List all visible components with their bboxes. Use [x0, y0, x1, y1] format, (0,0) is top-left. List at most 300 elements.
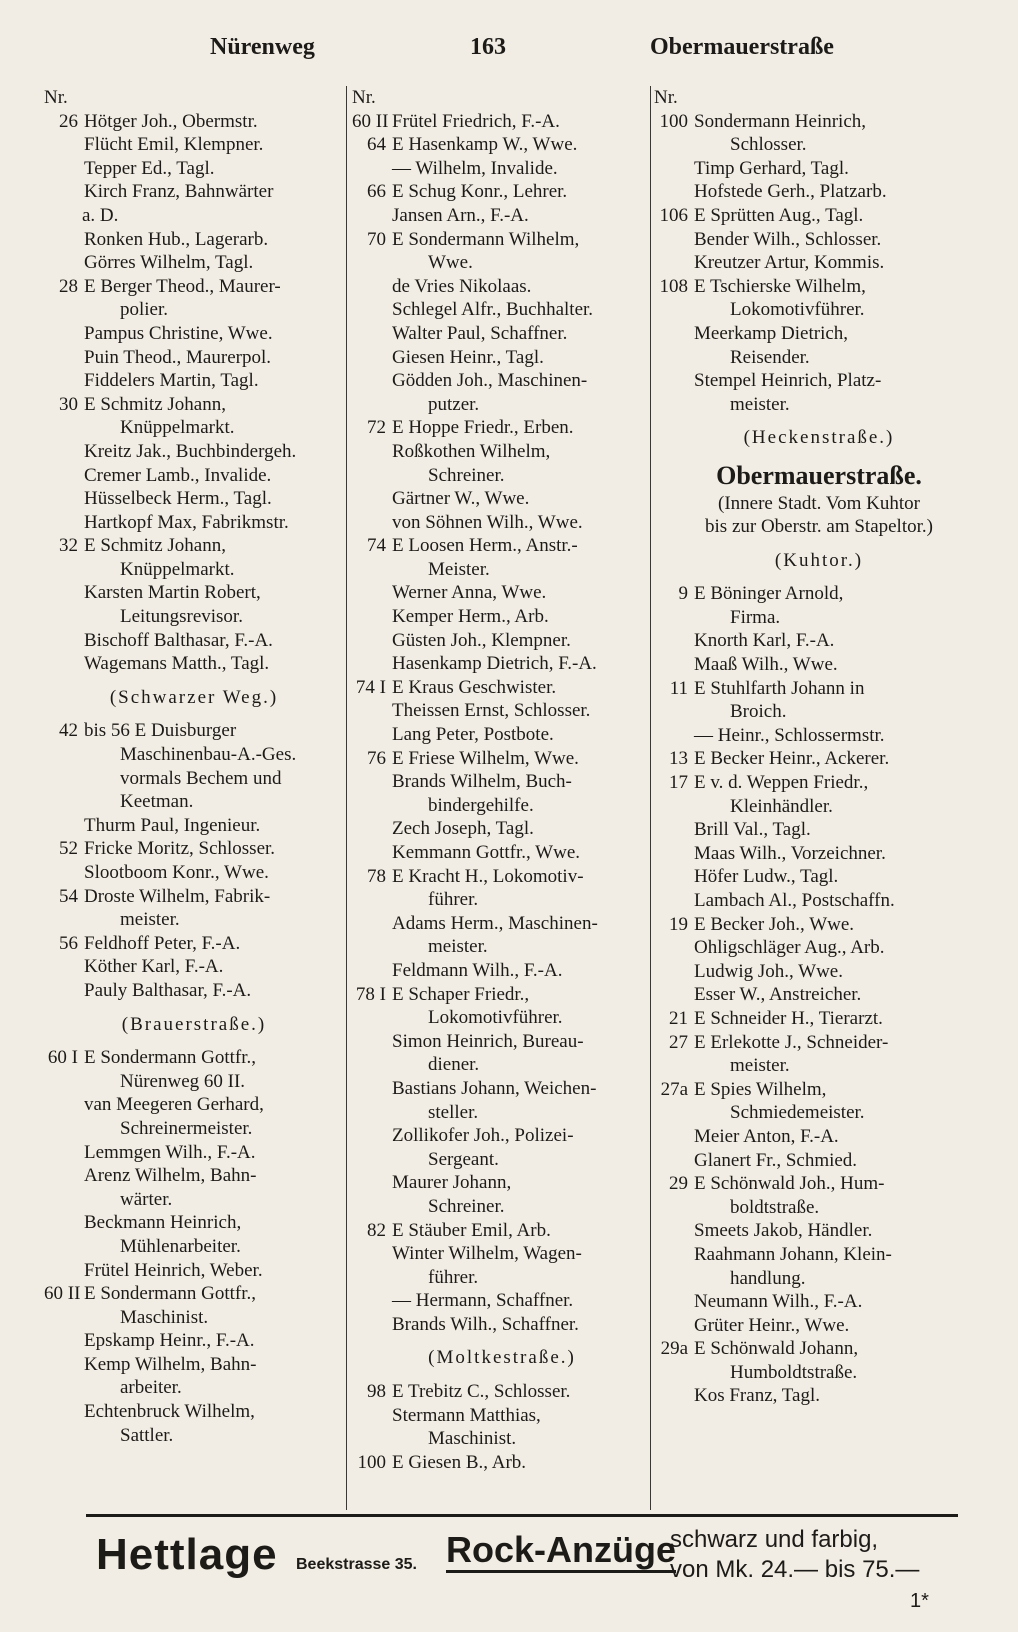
resident-text: Hofstede Gerh., Platzarb.	[694, 181, 887, 203]
entry-line: wärter.	[120, 1188, 173, 1210]
directory-entry	[654, 913, 984, 937]
resident-text: Hartkopf Max, Fabrikmstr.	[84, 511, 289, 533]
house-number: 74 I	[355, 676, 386, 698]
resident-text: Bender Wilh., Schlosser.	[694, 228, 882, 250]
entry-line: (Innere Stadt. Vom Kuhtor	[718, 492, 920, 514]
directory-entry	[654, 251, 984, 275]
directory-entry	[44, 1259, 344, 1283]
resident-text: Bastians Johann, Weichen-	[392, 1077, 597, 1099]
resident-text: E v. d. Weppen Friedr.,	[694, 772, 869, 794]
resident-text: Droste Wilhelm, Fabrik-	[84, 885, 271, 907]
resident-text: Feldmann Wilh., F.-A.	[392, 959, 563, 981]
entry-line: Leitungsrevisor.	[120, 606, 243, 628]
resident-text: Kemper Herm., Arb.	[392, 606, 549, 628]
house-number	[654, 322, 694, 346]
resident-text: Winter Wilhelm, Wagen-	[392, 1243, 582, 1265]
entry-line: Meister.	[428, 558, 490, 580]
resident-text: Meier Anton, F.-A.	[694, 1125, 839, 1147]
directory-entry	[44, 346, 344, 370]
directory-entry	[352, 1313, 652, 1337]
house-number: 82	[367, 1219, 386, 1241]
resident-text: Esser W., Anstreicher.	[694, 984, 862, 1006]
resident-text: Kos Franz, Tagl.	[694, 1385, 821, 1407]
directory-entry	[44, 157, 344, 181]
resident-text: Kreutzer Artur, Kommis.	[694, 252, 885, 274]
directory-entry	[352, 1451, 652, 1475]
house-number	[654, 1219, 694, 1243]
resident-text: E Schmitz Johann,	[84, 393, 226, 415]
house-number	[654, 724, 694, 748]
resident-text: Walter Paul, Schaffner.	[392, 322, 568, 344]
house-number: 60 II	[44, 1283, 81, 1305]
house-number: 30	[59, 393, 78, 415]
resident-text: Meerkamp Dietrich,	[694, 322, 849, 344]
directory-entry	[654, 1337, 984, 1361]
directory-entry	[44, 1400, 344, 1424]
house-number	[654, 228, 694, 252]
entry-line: Firma.	[730, 606, 781, 628]
directory-entry	[654, 1078, 984, 1102]
house-number	[654, 818, 694, 842]
resident-text: Grüter Heinr., Wwe.	[694, 1314, 850, 1336]
entry-line: meister.	[730, 1055, 790, 1077]
entry-line: Mühlenarbeiter.	[120, 1235, 241, 1257]
house-number	[352, 322, 392, 346]
house-number: 17	[669, 772, 688, 794]
column-divider	[346, 86, 347, 1510]
directory-entry	[654, 724, 984, 748]
entry-line: Sattler.	[120, 1424, 174, 1446]
entry-line: Nürenweg 60 II.	[120, 1070, 246, 1092]
house-number	[44, 629, 84, 653]
directory-entry	[44, 251, 344, 275]
house-number	[44, 1400, 84, 1424]
directory-entry	[654, 983, 984, 1007]
resident-text: Hötger Joh., Obermstr.	[84, 110, 258, 132]
resident-text: Feldhoff Peter, F.-A.	[84, 932, 241, 954]
directory-entry	[654, 1290, 984, 1314]
house-number	[352, 770, 392, 794]
directory-entry	[352, 322, 652, 346]
directory-entry	[44, 534, 344, 558]
resident-text: Lambach Al., Postschaffn.	[694, 890, 895, 911]
directory-entry	[44, 719, 344, 743]
resident-text: Theissen Ernst, Schlosser.	[392, 700, 591, 722]
house-number	[352, 629, 392, 653]
resident-text: Giesen Heinr., Tagl.	[392, 346, 544, 368]
directory-entry	[654, 629, 984, 653]
directory-entry	[352, 133, 652, 157]
resident-text: Tepper Ed., Tagl.	[84, 157, 215, 179]
resident-text: Stermann Matthias,	[392, 1404, 541, 1426]
house-number	[44, 133, 84, 157]
directory-entry	[654, 204, 984, 228]
directory-entry	[352, 228, 652, 252]
directory-entry	[44, 1211, 344, 1235]
directory-entry	[352, 699, 652, 723]
house-number: 27a	[660, 1078, 688, 1100]
section-heading: (Moltkestraße.)	[428, 1347, 576, 1369]
directory-entry	[654, 157, 984, 181]
house-number	[44, 814, 84, 838]
entry-line: bis zur Oberstr. am Stapeltor.)	[705, 516, 933, 538]
directory-entry	[654, 1384, 984, 1408]
resident-text: Echtenbruck Wilhelm,	[84, 1401, 255, 1423]
resident-text: Lang Peter, Postbote.	[392, 724, 554, 746]
house-number	[352, 346, 392, 370]
house-number	[352, 1313, 392, 1337]
house-number	[352, 275, 392, 299]
house-number	[352, 1404, 392, 1428]
house-number	[654, 157, 694, 181]
ad-brand: Hettlage	[96, 1530, 278, 1579]
entry-line: Reisender.	[730, 346, 810, 368]
house-number	[44, 440, 84, 464]
entry-line: Schreiner.	[428, 1195, 505, 1217]
directory-entry	[654, 771, 984, 795]
directory-entry	[352, 605, 652, 629]
house-number	[654, 653, 694, 677]
directory-entry	[352, 629, 652, 653]
column-3	[654, 86, 984, 1514]
directory-entry	[654, 1007, 984, 1031]
house-number	[352, 723, 392, 747]
entry-line: steller.	[428, 1101, 479, 1123]
house-number: 74	[367, 535, 386, 557]
resident-text: Ludwig Joh., Wwe.	[694, 960, 843, 982]
resident-text: Bischoff Balthasar, F.-A.	[84, 629, 273, 651]
resident-text: Sondermann Heinrich,	[694, 110, 867, 132]
house-number	[44, 861, 84, 885]
entry-line: Schreiner.	[428, 464, 505, 486]
resident-text: E Giesen B., Arb.	[392, 1451, 527, 1473]
advertisement	[0, 1522, 1018, 1612]
house-number	[654, 960, 694, 984]
directory-entry	[654, 677, 984, 701]
resident-text: Brands Wilh., Schaffner.	[392, 1313, 579, 1335]
directory-entry	[654, 1314, 984, 1338]
resident-text: E Friese Wilhelm, Wwe.	[392, 747, 579, 769]
directory-entry	[352, 983, 652, 1007]
resident-text: Hasenkamp Dietrich, F.-A.	[392, 653, 597, 675]
resident-text: E Stuhlfarth Johann in	[694, 677, 865, 699]
footer-rule	[86, 1514, 958, 1517]
directory-entry	[44, 1282, 344, 1306]
column-label: Nr.	[44, 87, 68, 108]
ad-line-1: schwarz und farbig,	[670, 1526, 879, 1553]
directory-entry	[352, 110, 652, 134]
resident-text: E Sprütten Aug., Tagl.	[694, 204, 864, 226]
directory-entry	[352, 1219, 652, 1243]
house-number: 100	[357, 1451, 386, 1473]
directory-entry	[44, 885, 344, 909]
directory-entry	[44, 1141, 344, 1165]
resident-text: — Hermann, Schaffner.	[392, 1290, 574, 1312]
entry-line: Maschinist.	[120, 1306, 209, 1328]
ad-product: Rock-Anzüge	[446, 1530, 676, 1573]
directory-entry	[654, 1243, 984, 1267]
entry-line: vormals Bechem und	[120, 767, 282, 789]
resident-text: Pampus Christine, Wwe.	[84, 322, 273, 344]
resident-text: Timp Gerhard, Tagl.	[694, 157, 849, 179]
entry-line: putzer.	[428, 393, 480, 415]
directory-entry	[352, 747, 652, 771]
resident-text: Epskamp Heinr., F.-A.	[84, 1330, 255, 1352]
house-number	[352, 298, 392, 322]
directory-entry	[44, 837, 344, 861]
directory-entry	[352, 440, 652, 464]
house-number	[44, 228, 84, 252]
directory-entry	[352, 180, 652, 204]
entry-line: meister.	[428, 936, 488, 958]
resident-text: — Heinr., Schlossermstr.	[694, 724, 885, 746]
resident-text: Schlegel Alfr., Buchhalter.	[392, 299, 594, 321]
resident-text: Kirch Franz, Bahnwärter	[84, 181, 274, 203]
resident-text: Ronken Hub., Lagerarb.	[84, 228, 269, 250]
directory-entry	[44, 464, 344, 488]
entry-line: Kleinhändler.	[730, 795, 833, 817]
directory-entry	[44, 1046, 344, 1070]
house-number	[352, 1289, 392, 1313]
directory-entry	[44, 110, 344, 134]
house-number: 78 I	[355, 983, 386, 1005]
directory-entry	[654, 842, 984, 866]
directory-entry	[654, 275, 984, 299]
ad-line-2: von Mk. 24.— bis 75.—	[670, 1556, 920, 1583]
directory-entry	[352, 1171, 652, 1195]
directory-entry	[352, 652, 652, 676]
house-number	[44, 346, 84, 370]
directory-entry	[44, 955, 344, 979]
resident-text: Ohligschläger Aug., Arb.	[694, 937, 885, 959]
resident-text: Wagemans Matth., Tagl.	[84, 653, 270, 675]
directory-entry	[44, 275, 344, 299]
house-number	[44, 581, 84, 605]
resident-text: Neumann Wilh., F.-A.	[694, 1291, 863, 1313]
directory-entry	[352, 157, 652, 181]
column-label: Nr.	[352, 87, 376, 108]
resident-text: E Schug Konr., Lehrer.	[392, 181, 568, 203]
directory-entry	[654, 747, 984, 771]
entry-line: Maschinenbau-A.-Ges.	[120, 744, 297, 766]
entry-line: Knüppelmarkt.	[120, 417, 235, 439]
directory-entry	[654, 865, 984, 889]
directory-entry	[352, 676, 652, 700]
column-label: Nr.	[654, 87, 678, 108]
house-number	[654, 936, 694, 960]
entry-line: führer.	[428, 889, 479, 911]
house-number: 60 I	[47, 1047, 78, 1069]
directory-entry	[44, 369, 344, 393]
directory-entry	[654, 110, 984, 134]
directory-entry	[654, 653, 984, 677]
resident-text: Smeets Jakob, Händler.	[694, 1220, 873, 1242]
house-number	[352, 699, 392, 723]
header-left-street: Nürenweg	[210, 34, 315, 60]
resident-text: E Schneider H., Tierarzt.	[694, 1007, 883, 1029]
resident-text: Pauly Balthasar, F.-A.	[84, 979, 252, 1001]
directory-entry	[44, 861, 344, 885]
resident-text: Brands Wilhelm, Buch-	[392, 771, 572, 793]
resident-text: E Becker Joh., Wwe.	[694, 913, 855, 935]
directory-entry	[44, 932, 344, 956]
resident-text: Adams Herm., Maschinen-	[392, 912, 598, 934]
entry-line: polier.	[120, 299, 169, 321]
directory-entry	[352, 770, 652, 794]
directory-entry	[352, 416, 652, 440]
entry-line: meister.	[730, 393, 790, 415]
directory-entry	[352, 1404, 652, 1428]
directory-entry	[44, 1353, 344, 1377]
directory-entry	[352, 346, 652, 370]
directory-entry	[352, 487, 652, 511]
house-number	[44, 652, 84, 676]
house-number: 54	[59, 885, 78, 907]
resident-text: E Erlekotte J., Schneider-	[694, 1031, 889, 1053]
house-number	[654, 842, 694, 866]
entry-line: a. D.	[82, 204, 119, 226]
resident-text: E Trebitz C., Schlosser.	[392, 1381, 571, 1403]
resident-text: E Kracht H., Lokomotiv-	[392, 865, 584, 887]
directory-entry	[352, 275, 652, 299]
resident-text: E Loosen Herm., Anstr.-	[392, 535, 578, 557]
house-number	[352, 959, 392, 983]
resident-text: Görres Wilhelm, Tagl.	[84, 252, 254, 274]
house-number: 27	[669, 1031, 688, 1053]
resident-text: Zech Joseph, Tagl.	[392, 818, 534, 840]
house-number	[352, 1171, 392, 1195]
directory-entry	[44, 1164, 344, 1188]
entry-line: Schreinermeister.	[120, 1117, 253, 1139]
house-number	[44, 1329, 84, 1353]
house-number	[654, 251, 694, 275]
house-number: 29a	[660, 1338, 688, 1360]
entry-line: bindergehilfe.	[428, 794, 534, 816]
resident-text: bis 56 E Duisburger	[84, 720, 237, 742]
entry-line: Keetman.	[120, 791, 194, 813]
directory-entry	[44, 133, 344, 157]
house-number	[44, 1353, 84, 1377]
signature-mark: 1*	[910, 1590, 929, 1612]
entry-line: meister.	[120, 909, 180, 931]
house-number	[654, 1125, 694, 1149]
house-number	[352, 1077, 392, 1101]
directory-entry	[654, 369, 984, 393]
entry-line: Humboldtstraße.	[730, 1361, 858, 1383]
house-number: 29	[669, 1173, 688, 1195]
house-number	[352, 1124, 392, 1148]
entry-line: handlung.	[730, 1267, 806, 1289]
house-number	[654, 629, 694, 653]
house-number	[352, 817, 392, 841]
resident-text: E Hasenkamp W., Wwe.	[392, 134, 578, 156]
entry-line: Knüppelmarkt.	[120, 558, 235, 580]
house-number	[44, 157, 84, 181]
entry-line: Broich.	[730, 701, 787, 723]
resident-text: E Sondermann Gottfr.,	[84, 1047, 257, 1069]
column-2	[352, 86, 652, 1514]
resident-text: E Kraus Geschwister.	[392, 676, 557, 698]
house-number	[352, 487, 392, 511]
directory-entry	[44, 814, 344, 838]
entry-line: führer.	[428, 1266, 479, 1288]
house-number	[352, 912, 392, 936]
house-number: 76	[367, 747, 386, 769]
resident-text: E Spies Wilhelm,	[694, 1078, 827, 1100]
house-number	[654, 1290, 694, 1314]
entry-line: Lokomotivführer.	[730, 299, 865, 321]
entry-line: Maschinist.	[428, 1428, 517, 1450]
resident-text: E Becker Heinr., Ackerer.	[694, 748, 890, 770]
house-number: 13	[669, 748, 688, 770]
directory-entry	[44, 511, 344, 535]
resident-text: Kemmann Gottfr., Wwe.	[392, 842, 581, 863]
resident-text: Knorth Karl, F.-A.	[694, 630, 835, 652]
directory-entry	[654, 936, 984, 960]
directory-entry	[654, 180, 984, 204]
house-number	[44, 251, 84, 275]
directory-entry	[654, 889, 984, 913]
house-number	[352, 581, 392, 605]
entry-line: Lokomotivführer.	[428, 1007, 563, 1029]
resident-text: Beckmann Heinrich,	[84, 1212, 242, 1234]
section-heading: (Kuhtor.)	[774, 549, 864, 571]
resident-text: E Stäuber Emil, Arb.	[392, 1219, 551, 1241]
house-number: 108	[659, 275, 688, 297]
resident-text: Gödden Joh., Maschinen-	[392, 370, 588, 392]
resident-text: E Schmitz Johann,	[84, 535, 226, 557]
resident-text: E Sondermann Gottfr.,	[84, 1283, 257, 1305]
resident-text: E Hoppe Friedr., Erben.	[392, 417, 574, 439]
directory-entry	[44, 487, 344, 511]
directory-entry	[44, 180, 344, 204]
house-number	[44, 511, 84, 535]
directory-entry	[654, 1149, 984, 1173]
resident-text: — Wilhelm, Invalide.	[392, 157, 558, 179]
directory-entry	[654, 582, 984, 606]
resident-text: Frütel Heinrich, Weber.	[84, 1259, 263, 1281]
house-number: 100	[659, 110, 688, 132]
entry-line: Schmiedemeister.	[730, 1102, 865, 1124]
directory-entry	[44, 228, 344, 252]
house-number	[352, 652, 392, 676]
resident-text: Maurer Johann,	[392, 1172, 512, 1194]
directory-entry	[654, 1031, 984, 1055]
house-number	[654, 865, 694, 889]
resident-text: Kemp Wilhelm, Bahn-	[84, 1353, 257, 1375]
resident-text: E Berger Theod., Maurer-	[84, 275, 281, 297]
house-number: 11	[669, 677, 688, 699]
ad-address: Beekstrasse 35.	[296, 1556, 417, 1573]
house-number: 19	[669, 913, 688, 935]
directory-entry	[352, 1289, 652, 1313]
directory-entry	[654, 818, 984, 842]
header-right-street: Obermauerstraße	[650, 34, 834, 60]
entry-line: Sergeant.	[428, 1148, 499, 1170]
directory-entry	[654, 1125, 984, 1149]
section-heading: (Heckenstraße.)	[743, 427, 895, 449]
entry-line: Schlosser.	[730, 134, 807, 156]
house-number	[44, 369, 84, 393]
resident-text: Puin Theod., Maurerpol.	[84, 346, 271, 368]
directory-entry	[352, 511, 652, 535]
resident-text: Maaß Wilh., Wwe.	[694, 654, 838, 676]
resident-text: Arenz Wilhelm, Bahn-	[84, 1165, 257, 1187]
resident-text: E Schönwald Joh., Hum-	[694, 1173, 885, 1195]
house-number: 9	[678, 583, 688, 605]
house-number: 21	[669, 1007, 688, 1029]
house-number	[654, 180, 694, 204]
